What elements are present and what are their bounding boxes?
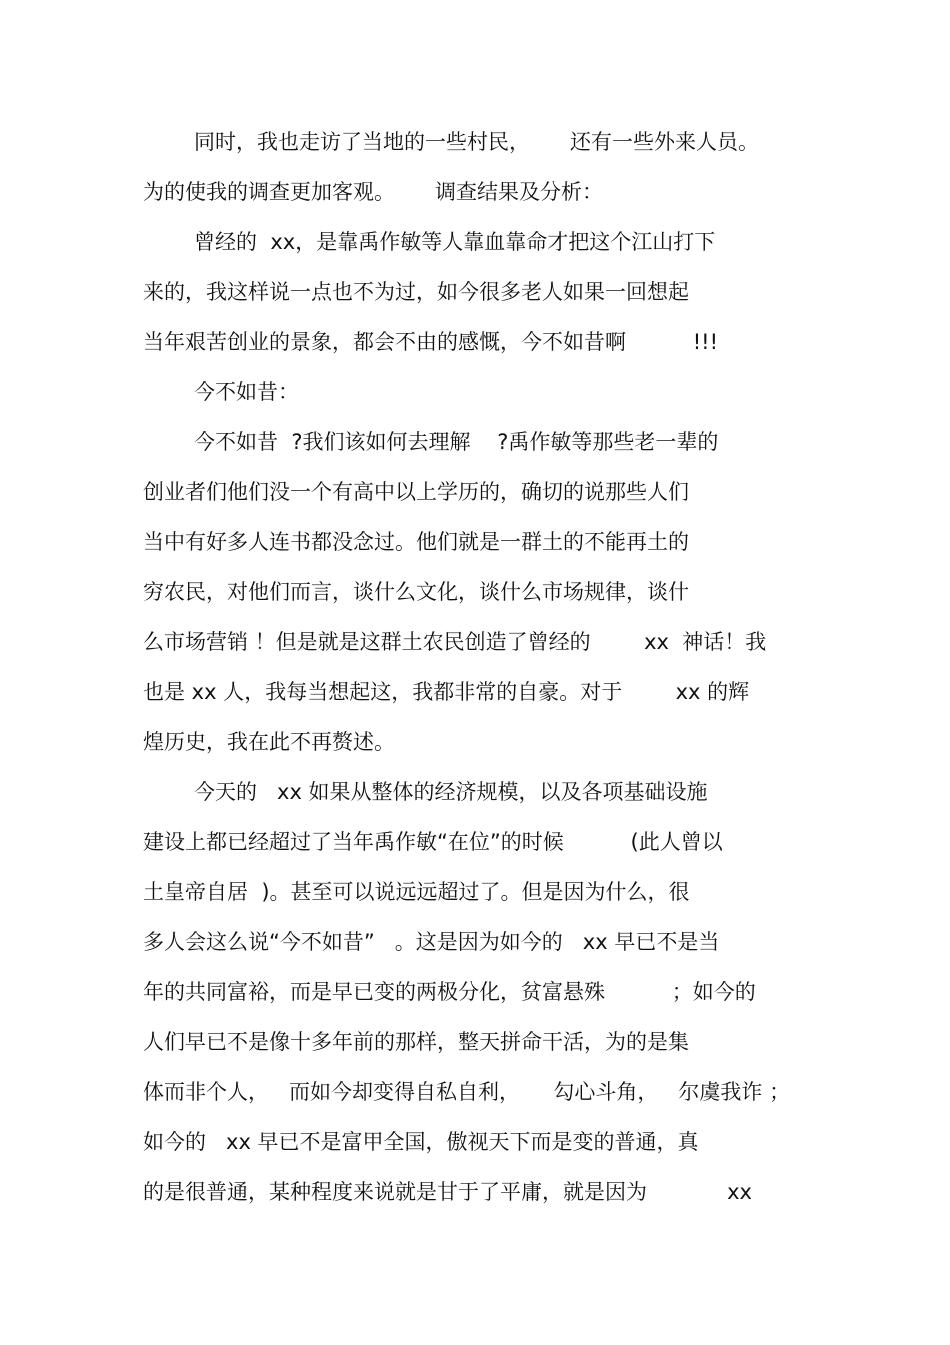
text-line: 今天的 xx 如果从整体的经济规模，以及各项基础设施 — [194, 780, 708, 804]
text-line: 当年艰苦创业的景象，都会不由的感慨，今不如昔啊 !!! — [143, 330, 719, 354]
text-line: 的是很普通，某种程度来说就是甘于了平庸，就是因为 xx — [143, 1180, 752, 1204]
text-line: 如今的 xx 早已不是富甲全国，傲视天下而是变的普通，真 — [143, 1130, 699, 1154]
text-line: 土皇帝自居 )。甚至可以说远远超过了。但是因为什么，很 — [143, 880, 690, 904]
text-line: 年的共同富裕，而是早已变的两极分化，贫富悬殊 ；如今的 — [143, 980, 756, 1004]
text-line: 为的使我的调查更加客观。 调查结果及分析： — [143, 180, 604, 204]
text-line: 创业者们他们没一个有高中以上学历的，确切的说那些人们 — [143, 480, 689, 504]
text-line: 今不如昔 ?我们该如何去理解 ?禹作敏等那些老一辈的 — [194, 430, 719, 454]
text-line: 当中有好多人连书都没念过。他们就是一群土的不能再土的 — [143, 530, 689, 554]
text-line: 多人会这么说“今不如昔” 。这是因为如今的 xx 早已不是当 — [143, 930, 720, 954]
text-line: 今不如昔： — [194, 380, 299, 404]
text-line: 穷农民，对他们而言，谈什么文化，谈什么市场规律，谈什 — [143, 580, 689, 604]
text-line: 来的，我这样说一点也不为过，如今很多老人如果一回想起 — [143, 280, 689, 304]
text-line: 也是 xx 人，我每当想起这，我都非常的自豪。对于 xx 的辉 — [143, 680, 750, 704]
text-line: 煌历史，我在此不再赘述。 — [143, 730, 395, 754]
text-line: 同时，我也走访了当地的一些村民， 还有一些外来人员。 — [194, 130, 760, 154]
text-line: 曾经的 xx，是靠禹作敏等人靠血靠命才把这个江山打下 — [194, 230, 716, 254]
text-line: 建设上都已经超过了当年禹作敏“在位”的时候 (此人曾以 — [143, 830, 723, 854]
text-line: 人们早已不是像十多年前的那样，整天拼命干活，为的是集 — [143, 1030, 689, 1054]
text-line: 么市场营销 ！但是就是这群土农民创造了曾经的 xx 神话！我 — [143, 630, 767, 654]
text-line: 体而非个人， 而如今却变得自私自利， 勾心斗角， 尔虞我诈 ； — [143, 1080, 791, 1104]
